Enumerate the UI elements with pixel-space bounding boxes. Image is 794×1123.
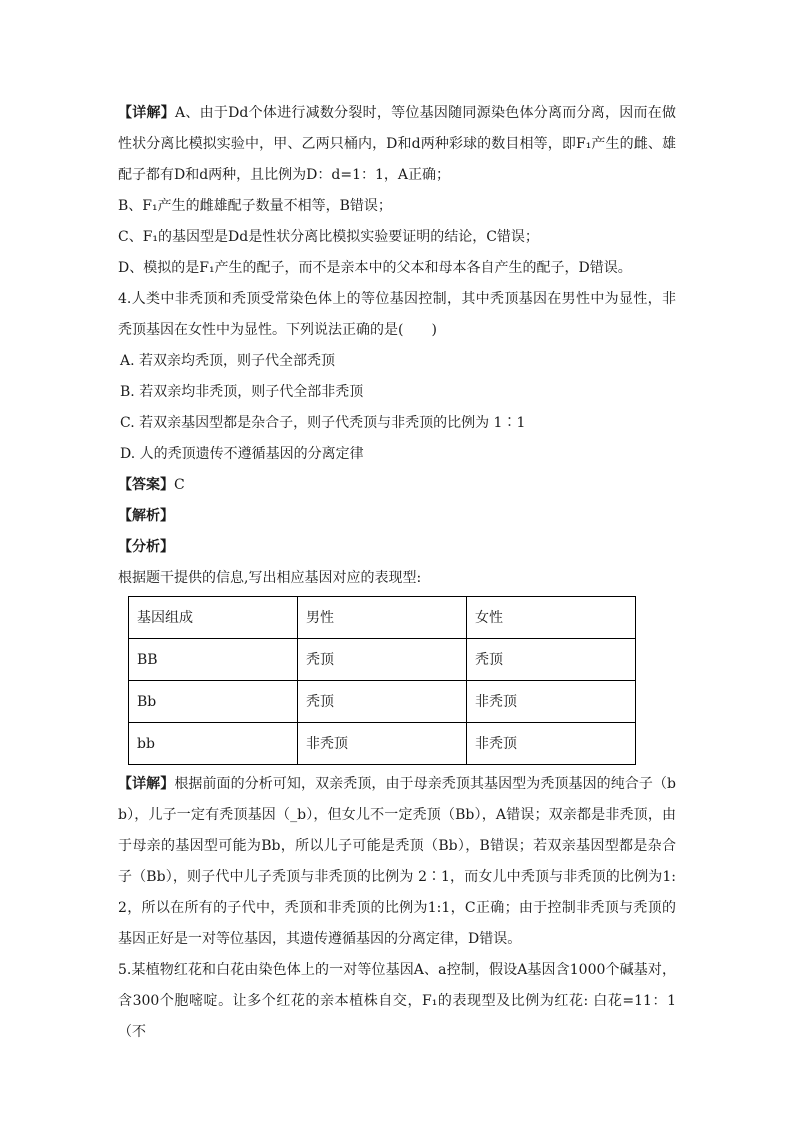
table-cell: 非秃顶 bbox=[298, 723, 467, 765]
question-4-stem: 4.人类中非秃顶和秃顶受常染色体上的等位基因控制，其中秃顶基因在男性中为显性，非秃顶基因在女性中为显性。下列说法正确的是( ) bbox=[118, 291, 676, 338]
table-cell: 非秃顶 bbox=[467, 723, 636, 765]
question-4-option-a: A. 若双亲均秃顶，则子代全部秃顶 bbox=[120, 353, 336, 369]
detail-paragraph-b: B、F₁产生的雌雄配子数量不相等，B错误； bbox=[118, 198, 392, 214]
detail-paragraph-c: C、F₁的基因型是Dd是性状分离比模拟实验要证明的结论，C错误； bbox=[118, 229, 539, 245]
document-content bbox=[118, 98, 676, 1048]
table-row bbox=[129, 723, 636, 765]
table-intro: 根据题干提供的信息,写出相应基因对应的表现型: bbox=[118, 570, 422, 586]
question-4-option-d: D. 人的秃顶遗传不遵循基因的分离定律 bbox=[120, 446, 364, 462]
answer-line bbox=[118, 470, 676, 501]
table-cell: Bb bbox=[129, 681, 298, 723]
detail-label: 【详解】 bbox=[118, 105, 176, 121]
table-header-cell: 女性 bbox=[467, 597, 636, 639]
analysis-label: 【解析】 bbox=[118, 508, 174, 524]
fenxi-label: 【分析】 bbox=[118, 539, 174, 555]
table-cell: 非秃顶 bbox=[467, 681, 636, 723]
answer-value: C bbox=[174, 477, 185, 493]
table-header-row bbox=[129, 597, 636, 639]
table-cell: BB bbox=[129, 639, 298, 681]
table-row bbox=[129, 681, 636, 723]
question-4-option-b: B. 若双亲均非秃顶，则子代全部非秃顶 bbox=[120, 384, 364, 400]
question-4-option-c: C. 若双亲基因型都是杂合子，则子代秃顶与非秃顶的比例为 1∶1 bbox=[120, 415, 526, 431]
table-cell: bb bbox=[129, 723, 298, 765]
answer-label: 【答案】 bbox=[118, 477, 174, 493]
detail-text: 根据前面的分析可知，双亲秃顶，由于母亲秃顶其基因型为秃顶基因的纯合子（bb），儿子一定有秃顶基因（_b），但女儿不一定秃顶（Bb），A错误；双亲都是非秃顶，由于母亲的基因型可能为Bb，所以儿子可能是秃顶（Bb），B错误；若双亲基因型都是杂合子（Bb），则子代中儿子秃顶与非秃顶的比例为 2∶1，而女儿中秃顶与非秃顶的比例为1:2，所以在所有的子代中，秃顶和非秃顶的比例为1:1，C正确；由于控制非秃顶与秃顶的基因正好是一对等位基因，其遗传遵循基因的分离定律，D错误。 bbox=[118, 776, 676, 947]
detail-text-a: A、由于Dd个体进行减数分裂时，等位基因随同源染色体分离而分离，因而在做性状分离比模拟实验中，甲、乙两只桶内，D和d两种彩球的数目相等，即F₁产生的雌、雄配子都有D和d两种，且比例为D：d=1：1，A正确； bbox=[118, 105, 677, 183]
detail-label: 【详解】 bbox=[118, 776, 175, 792]
table-cell: 秃顶 bbox=[467, 639, 636, 681]
table-header-cell: 基因组成 bbox=[129, 597, 298, 639]
table-cell: 秃顶 bbox=[298, 639, 467, 681]
table-row bbox=[129, 639, 636, 681]
table-header-cell: 男性 bbox=[298, 597, 467, 639]
detail-paragraph-a bbox=[118, 98, 676, 191]
phenotype-table bbox=[128, 596, 636, 765]
question-5-stem: 5.某植物红花和白花由染色体上的一对等位基因A、a控制，假设A基因含1000个碱基对，含300个胞嘧啶。让多个红花的亲本植株自交，F₁的表现型及比例为红花: 白花=11：1（不 bbox=[118, 962, 676, 1040]
detail-paragraph-d: D、模拟的是F₁产生的配子，而不是亲本中的父本和母本各自产生的配子，D错误。 bbox=[118, 260, 632, 276]
table-cell: 秃顶 bbox=[298, 681, 467, 723]
question-4-detail bbox=[118, 769, 676, 955]
